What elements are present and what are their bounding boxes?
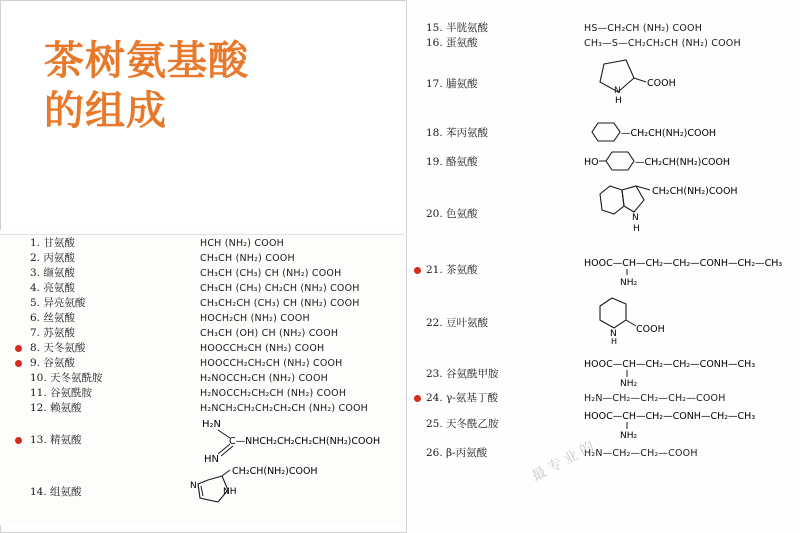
amino-acid-formula: HOCH₂CH (NH₂) COOH	[200, 313, 310, 324]
amino-acid-name: 2. 丙氨酸	[30, 252, 75, 264]
amino-acid-name: 23. 谷氨酰甲胺	[426, 368, 499, 380]
histidine-n: N	[190, 481, 197, 491]
marker-dot	[15, 345, 22, 352]
proline-structure	[590, 50, 710, 106]
amino-acid-formula: CH₃—S—CH₂CH₂CH (NH₂) COOH	[584, 38, 741, 49]
mimosine-n: N	[610, 329, 617, 339]
marker-dot	[414, 395, 421, 402]
benzene-ring	[606, 152, 634, 170]
amino-acid-formula: HS—CH₂CH (NH₂) COOH	[584, 23, 703, 34]
amino-acid-name: 20. 色氨酸	[426, 208, 478, 220]
amino-acid-name: 22. 豆叶氨酸	[426, 317, 489, 329]
amino-acid-formula: H₂NOCCH₂CH₂CH (NH₂) COOH	[200, 388, 347, 399]
amino-acid-name: 7. 苏氨酸	[30, 327, 75, 339]
proline-n: N	[614, 86, 621, 96]
amino-acid-formula: H₂N—CH₂—CH₂—COOH	[584, 448, 698, 459]
glutamyl-nh2: NH₂	[620, 379, 638, 389]
theanine-nh2: NH₂	[620, 278, 638, 288]
amino-acid-name: 16. 蛋氨酸	[426, 37, 478, 49]
phenylalanine-structure	[584, 120, 784, 144]
amino-acid-name: 6. 丝氨酸	[30, 312, 75, 324]
glutamyl-methylamide-structure	[584, 356, 784, 390]
aspartyl-main: HOOC—CH—CH₂—CONH—CH₂—CH₃	[584, 411, 756, 422]
histidine-chain: CH₂CH(NH₂)COOH	[232, 466, 318, 477]
amino-acid-formula: HOOCCH₂CH₂CH (NH₂) COOH	[200, 358, 343, 369]
amino-acid-formula: HOOCCH₂CH (NH₂) COOH	[200, 343, 325, 354]
amino-acid-name: 1. 甘氨酸	[30, 237, 75, 249]
amino-acid-name: 4. 亮氨酸	[30, 282, 75, 294]
amino-acid-formula: H₂NOCCH₂CH (NH₂) COOH	[200, 373, 328, 384]
slide-title	[44, 36, 344, 136]
tryptophan-n: N	[632, 213, 639, 223]
amino-acid-name: 26. β-丙氨酸	[426, 447, 488, 459]
amino-acid-name: 8. 天冬氨酸	[30, 342, 86, 354]
amino-acid-formula: CH₃CH (NH₂) COOH	[200, 253, 295, 264]
marker-dot	[15, 437, 22, 444]
amino-acid-name: 10. 天冬氨酰胺	[30, 372, 103, 384]
amino-acid-name: 3. 缬氨酸	[30, 267, 75, 279]
bond-line	[626, 320, 636, 326]
amino-acid-formula: HCH (NH₂) COOH	[200, 238, 284, 249]
aspartyl-nh2: NH₂	[620, 431, 638, 441]
bond-line	[634, 78, 646, 82]
mimosine-cooh: COOH	[636, 324, 665, 335]
proline-cooh: COOH	[647, 78, 676, 89]
amino-acid-name: 21. 茶氨酸	[426, 264, 478, 276]
amino-acid-formula: CH₃CH (OH) CH (NH₂) COOH	[200, 328, 339, 339]
amino-acid-name: 5. 异亮氨酸	[30, 297, 86, 309]
theanine-main: HOOC—CH—CH₂—CH₂—CONH—CH₂—CH₃	[584, 258, 783, 269]
left-panel-edge	[0, 234, 404, 235]
tryptophan-h: H	[633, 224, 640, 234]
histidine-nh: NH	[223, 487, 237, 497]
indole-pyrrole-ring	[622, 186, 644, 212]
amino-acid-name: 9. 谷氨酸	[30, 357, 75, 369]
amino-acid-name: 12. 赖氨酸	[30, 402, 82, 414]
title-line-2: 的组成	[44, 88, 167, 134]
piperidine-ring	[600, 298, 626, 328]
amino-acid-formula: CH₃CH₂CH (CH₃) CH (NH₂) COOH	[200, 298, 360, 309]
amino-acid-formula: CH₃CH (CH₃) CH₂CH (NH₂) COOH	[200, 283, 360, 294]
mimosine-structure	[590, 292, 710, 344]
histidine-structure	[186, 462, 346, 512]
arginine-hn: HN	[204, 454, 219, 465]
watermark: 最专业的	[529, 436, 601, 485]
amino-acid-formula: CH₃CH (CH₃) CH (NH₂) COOH	[200, 268, 342, 279]
amino-acid-name: 25. 天冬酰乙胺	[426, 418, 499, 430]
amino-acid-name: 13. 精氨酸	[30, 434, 82, 446]
bond-line	[221, 446, 233, 456]
arginine-structure	[198, 416, 398, 466]
theanine-structure	[584, 254, 798, 288]
amino-acid-name: 24. γ-氨基丁酸	[426, 392, 498, 404]
indole-benzene-ring	[600, 186, 624, 214]
tyrosine-ho: HO	[584, 157, 599, 168]
amino-acid-name: 17. 脯氨酸	[426, 78, 478, 90]
amino-acid-formula: H₂NCH₂CH₂CH₂CH₂CH (NH₂) COOH	[200, 403, 369, 414]
arginine-chain: C—NHCH₂CH₂CH₂CH(NH₂)COOH	[229, 436, 381, 447]
glutamyl-main: HOOC—CH—CH₂—CH₂—CONH—CH₃	[584, 359, 756, 370]
proline-h: H	[615, 96, 622, 106]
arginine-h2n: H₂N	[202, 419, 222, 430]
title-line-1: 茶树氨基酸	[44, 38, 249, 84]
amino-acid-formula: H₂N—CH₂—CH₂—CH₂—COOH	[584, 393, 726, 404]
tryptophan-chain: CH₂CH(NH₂)COOH	[652, 186, 738, 197]
aspartyl-ethylamide-structure	[584, 407, 798, 441]
bond-line	[222, 470, 230, 476]
panel-divider	[406, 0, 407, 533]
amino-acid-name: 15. 半胱氨酸	[426, 22, 489, 34]
tyrosine-structure	[584, 149, 784, 173]
tryptophan-structure	[594, 176, 794, 236]
tyrosine-chain: —CH₂CH(NH₂)COOH	[635, 157, 731, 168]
amino-acid-name: 14. 组氨酸	[30, 486, 82, 498]
bond-line	[201, 486, 203, 496]
phenylalanine-chain: —CH₂CH(NH₂)COOH	[621, 128, 717, 139]
benzene-ring	[592, 123, 620, 141]
amino-acid-name: 11. 谷氨酰胺	[30, 387, 93, 399]
marker-dot	[15, 360, 22, 367]
marker-dot	[414, 267, 421, 274]
amino-acid-name: 18. 苯丙氨酸	[426, 127, 489, 139]
mimosine-h: H	[611, 337, 618, 344]
amino-acid-name: 19. 酪氨酸	[426, 156, 478, 168]
